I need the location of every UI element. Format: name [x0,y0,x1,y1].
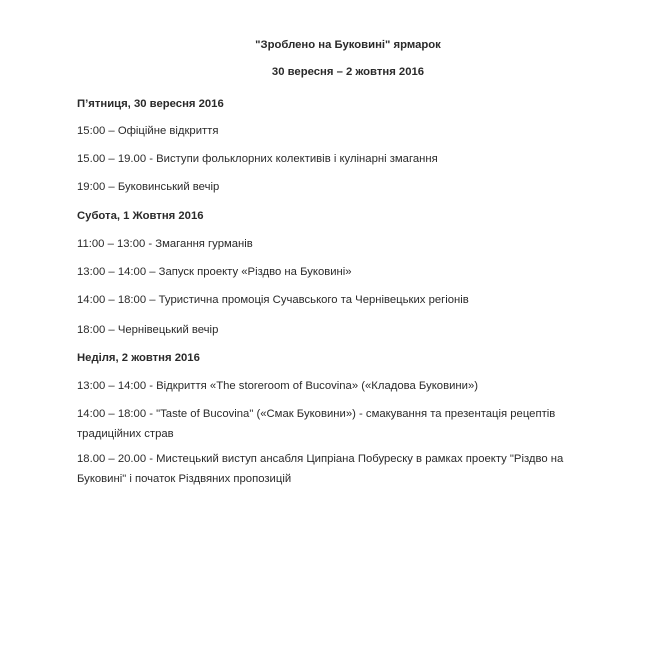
event-item: 18.00 – 20.00 - Мистецький виступ ансабля Ципріана Побуреску в рамках проекту "Різдво на [77,453,564,465]
event-item: 13:00 – 14:00 – Запуск проекту «Різдво на Буковині» [77,266,352,278]
event-item-continuation: традиційних страв [77,428,174,440]
event-item-continuation: Буковині" і початок Різдвяних пропозицій [77,473,292,485]
day-heading-saturday: Субота, 1 Жовтня 2016 [77,210,204,222]
event-item: 14:00 – 18:00 – Туристична промоція Сучавського та Чернівецьких регіонів [77,294,469,306]
event-item: 19:00 – Буковинський вечір [77,181,220,193]
event-item: 15.00 – 19.00 - Виступи фольклорних колективів і кулінарні змагання [77,153,438,165]
document-dates: 30 вересня – 2 жовтня 2016 [271,66,425,78]
event-item: 13:00 – 14:00 - Відкриття «The storeroom of Bucovina» («Кладова Буковини») [77,380,478,392]
document-title: "Зроблено на Буковині" ярмарок [255,39,441,51]
event-item: 18:00 – Чернівецький вечір [77,324,219,336]
event-item: 15:00 – Офіційне відкриття [77,125,219,137]
event-item: 14:00 – 18:00 - "Taste of Bucovina" («Смак Буковини») - смакування та презентація рецептів [77,408,556,420]
event-item: 11:00 – 13:00 - Змагання гурманів [77,238,253,250]
day-heading-friday: П’ятниця, 30 вересня 2016 [77,98,224,110]
day-heading-sunday: Неділя, 2 жовтня 2016 [77,352,200,364]
